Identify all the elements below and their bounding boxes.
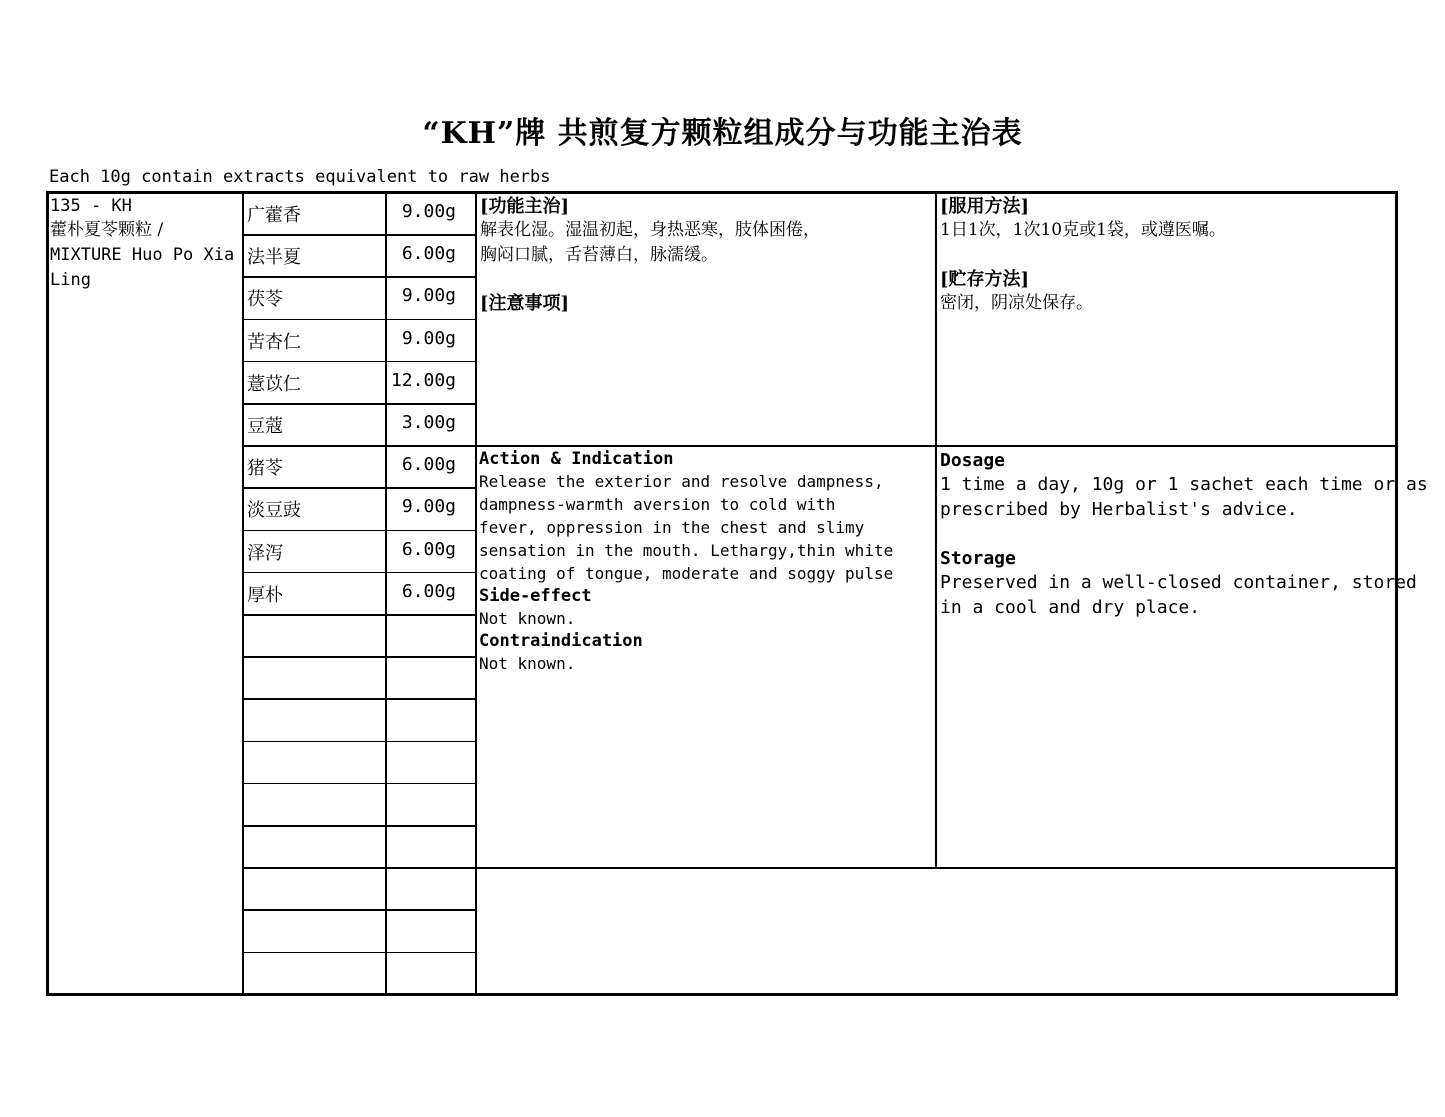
ingredient-dose: 6.00g: [401, 454, 456, 476]
grid-line: [243, 825, 475, 827]
grid-line: [243, 445, 475, 447]
grid-line: [243, 361, 475, 363]
grid-line: [243, 952, 475, 954]
ingredient-name: 猪苓: [247, 458, 283, 480]
contraindication-text: Not known.: [479, 654, 576, 673]
ingredient-name: 茯苓: [247, 289, 283, 311]
contraindication-heading: Contraindication: [479, 631, 643, 651]
ingredient-dose: 9.00g: [401, 496, 456, 518]
grid-line: [243, 403, 475, 405]
ingredient-dose: 6.00g: [401, 580, 456, 602]
ingredient-dose: 12.00g: [390, 369, 456, 391]
ingredient-name: 厚朴: [247, 584, 283, 606]
grid-line: [243, 530, 475, 532]
ingredient-dose: 3.00g: [401, 412, 456, 433]
ingredient-dose: 6.00g: [401, 243, 456, 265]
cn-function-text: 解表化湿。湿温初起，身热恶寒，肢体困倦，: [480, 220, 820, 240]
dosage-text: 1 time a day, 10g or 1 sachet each time or as: [940, 474, 1428, 495]
grid-line: [243, 572, 475, 574]
ingredient-name: 苦杏仁: [247, 331, 301, 353]
en-action-text: dampness-warmth aversion to cold with: [479, 495, 836, 514]
ingredient-name: 法半夏: [247, 247, 301, 269]
ingredient-dose: 9.00g: [401, 201, 456, 222]
ingredient-name: 泽泻: [247, 542, 283, 564]
product-name-en: MIXTURE Huo Po Xia: [50, 245, 235, 265]
ingredient-name: 广藿香: [247, 205, 301, 226]
grid-line: [242, 192, 244, 994]
grid-line: [935, 192, 937, 869]
en-action-text: coating of tongue, moderate and soggy pulse: [479, 564, 894, 583]
dosage-heading: Dosage: [940, 450, 1006, 471]
dosage-text: prescribed by Herbalist's advice.: [940, 499, 1298, 520]
grid-line: [243, 276, 475, 278]
cn-caution-heading: [注意事项]: [480, 293, 570, 314]
ingredient-name: 薏苡仁: [247, 373, 301, 395]
storage-text: in a cool and dry place.: [940, 597, 1201, 618]
en-action-text: fever, oppression in the chest and slimy: [479, 518, 865, 537]
subtitle: Each 10g contain extracts equivalent to raw herbs: [49, 167, 551, 187]
grid-line: [243, 234, 475, 236]
storage-heading: Storage: [940, 548, 1016, 569]
grid-line: [475, 192, 477, 994]
ingredient-name: 淡豆豉: [247, 500, 301, 522]
cn-usage-heading: [服用方法]: [940, 196, 1030, 217]
grid-line: [243, 698, 475, 700]
side-effect-text: Not known.: [479, 609, 576, 628]
en-action-text: sensation in the mouth. Lethargy,thin white: [479, 541, 894, 560]
side-effect-heading: Side-effect: [479, 586, 592, 606]
grid-line: [243, 614, 475, 616]
ingredient-dose: 6.00g: [401, 538, 456, 560]
grid-line: [243, 909, 475, 911]
en-action-heading: Action & Indication: [479, 449, 674, 469]
grid-line: [243, 741, 475, 743]
cn-storage-heading: [贮存方法]: [940, 269, 1030, 290]
ingredient-name: 豆蔻: [247, 416, 283, 437]
grid-line: [476, 867, 1396, 869]
grid-line: [243, 783, 475, 785]
product-name-en-cont: Ling: [50, 270, 91, 290]
cn-function-heading: [功能主治]: [480, 196, 570, 217]
en-action-text: Release the exterior and resolve dampness,: [479, 472, 884, 491]
product-name-cn: 藿朴夏苓颗粒 /: [50, 220, 164, 240]
ingredient-dose: 9.00g: [401, 285, 456, 307]
product-code: 135 - KH: [50, 196, 132, 216]
grid-line: [243, 319, 475, 321]
storage-text: Preserved in a well-closed container, stored: [940, 572, 1417, 593]
ingredient-dose: 9.00g: [401, 327, 456, 349]
grid-line: [243, 487, 475, 489]
document-title: “KH”牌 共煎复方颗粒组成分与功能主治表: [422, 116, 1023, 151]
cn-storage-text: 密闭，阴凉处保存。: [940, 293, 1093, 313]
grid-line: [243, 867, 475, 869]
cn-function-text: 胸闷口腻，舌苔薄白，脉濡缓。: [480, 245, 718, 265]
cn-usage-text: 1日1次，1次10克或1袋，或遵医嘱。: [940, 220, 1226, 240]
grid-line: [243, 656, 475, 658]
